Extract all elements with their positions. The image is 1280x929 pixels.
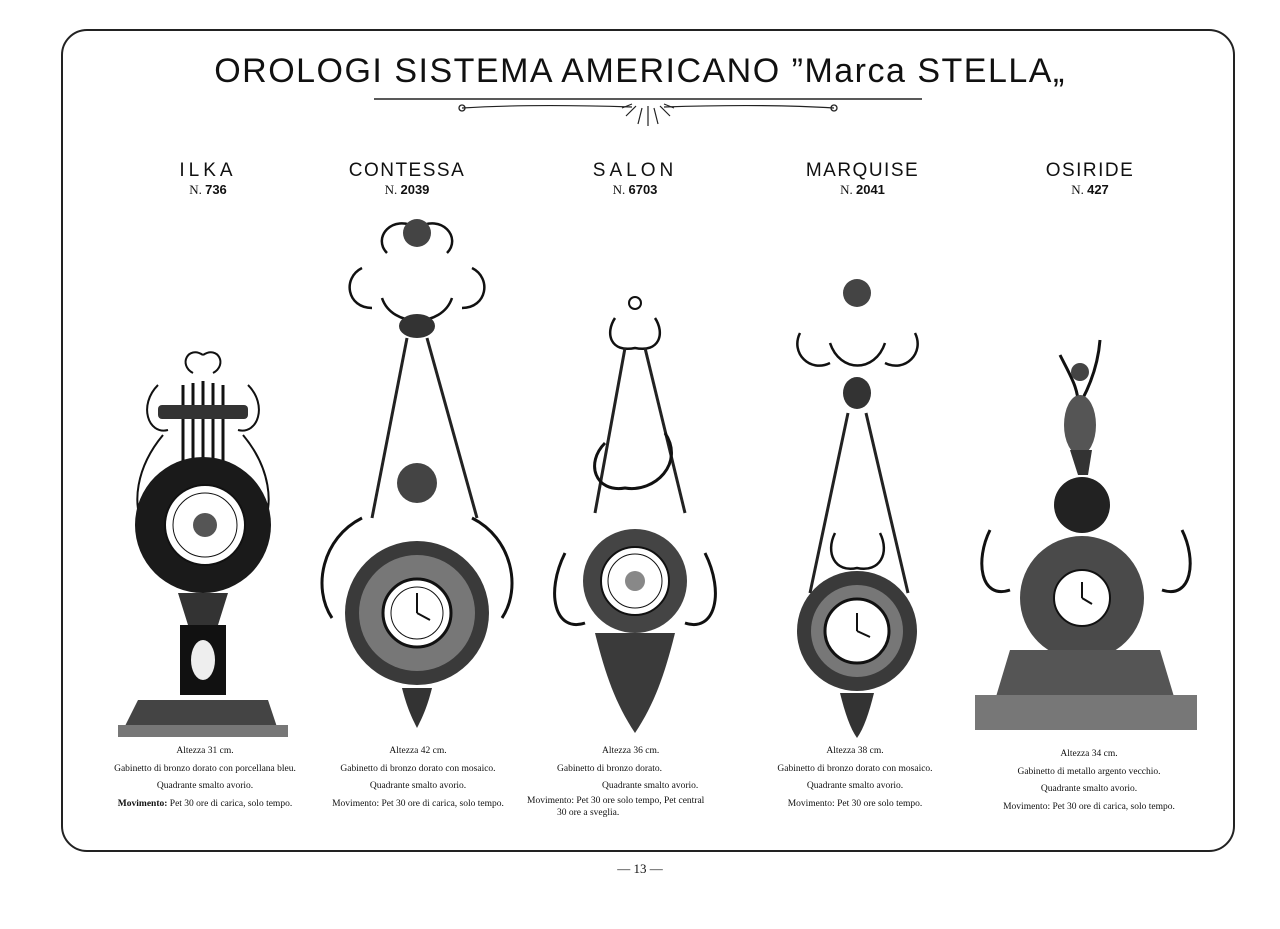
product-number: N. 6703: [612, 182, 658, 197]
product-name: MARQUISE: [805, 160, 920, 181]
product-number: N. 2039: [384, 182, 430, 197]
product-header-marquise: [790, 160, 935, 198]
movement-text: Movimento: Pet 30 ore solo tempo.: [787, 798, 923, 809]
dial-text: Quadrante smalto avorio.: [1040, 784, 1138, 794]
product-name: SALON: [592, 160, 678, 181]
cabinet-text: Gabinetto di bronzo dorato con mosaico.: [777, 763, 933, 774]
movement-text: Movimento: Pet 30 ore solo tempo, Pet central: [527, 795, 705, 806]
marquise-clock-illustration: [780, 273, 935, 743]
movement-text: Movimento: Pet 30 ore di carica, solo tempo.: [117, 798, 293, 809]
contessa-clock-illustration: [312, 208, 522, 738]
height-text: Altezza 34 cm.: [1060, 749, 1118, 759]
movement-text-continued: 30 ore a sveglia.: [557, 807, 620, 818]
movement-text: Movimento: Pet 30 ore di carica, solo tempo.: [332, 798, 504, 809]
page-number: — 13 —: [617, 861, 663, 876]
height-text: Altezza 42 cm.: [389, 746, 447, 756]
dial-text: Quadrante smalto avorio.: [806, 781, 904, 791]
dial-text: Quadrante smalto avorio.: [602, 781, 699, 791]
height-text: Altezza 38 cm.: [826, 746, 884, 756]
product-name: ILKA: [179, 160, 237, 181]
salon-clock-illustration: [545, 293, 725, 738]
product-description-marquise: [760, 743, 950, 813]
title-ornament: [370, 96, 926, 132]
product-description-contessa: [313, 743, 523, 813]
product-name: OSIRIDE: [1045, 160, 1135, 181]
height-text: Altezza 36 cm.: [602, 746, 660, 756]
cabinet-text: Gabinetto di bronzo dorato con porcellana bleu.: [114, 763, 296, 774]
cabinet-text: Gabinetto di bronzo dorato.: [557, 763, 663, 774]
product-number: N. 736: [189, 182, 227, 197]
cabinet-text: Gabinetto di metallo argento vecchio.: [1017, 766, 1161, 777]
product-header-osiride: [1030, 160, 1150, 198]
product-description-osiride: [978, 746, 1200, 816]
ilka-clock-illustration: [118, 345, 288, 740]
product-header-contessa: [332, 160, 482, 198]
osiride-clock-illustration: [970, 330, 1202, 740]
movement-text: Movimento: Pet 30 ore di carica, solo tempo.: [1003, 801, 1175, 812]
page-title: OROLOGI SISTEMA AMERICANO ”Marca STELLA„: [214, 52, 1066, 90]
product-description-salon: [527, 743, 742, 820]
product-name: CONTESSA: [348, 160, 466, 181]
product-header-ilka: [148, 160, 268, 198]
product-number: N. 427: [1071, 182, 1109, 197]
product-header-salon: [575, 160, 695, 198]
dial-text: Quadrante smalto avorio.: [369, 781, 467, 791]
dial-text: Quadrante smalto avorio.: [156, 781, 254, 791]
product-description-ilka: [95, 743, 315, 813]
cabinet-text: Gabinetto di bronzo dorato con mosaico.: [340, 763, 496, 774]
product-number: N. 2041: [840, 182, 885, 197]
height-text: Altezza 31 cm.: [176, 746, 234, 756]
